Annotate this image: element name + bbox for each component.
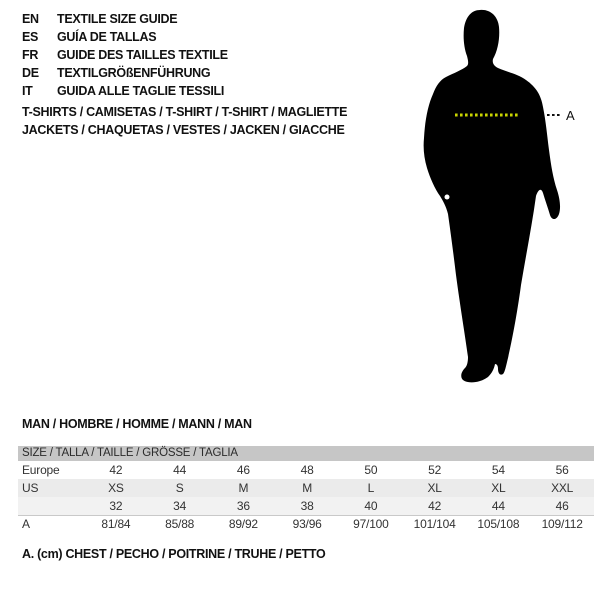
cell: 109/112 bbox=[541, 517, 583, 531]
cell: 50 bbox=[364, 463, 378, 477]
man-silhouette-svg bbox=[410, 0, 600, 400]
cell: 44 bbox=[173, 463, 187, 477]
measure-point-label: A bbox=[566, 108, 575, 123]
category-line-tshirts: T-SHIRTS / CAMISETAS / T-SHIRT / T-SHIRT / MAGLIETTE bbox=[22, 105, 348, 119]
table-row-chest-a bbox=[18, 515, 594, 533]
cell: L bbox=[367, 481, 375, 495]
cell: 34 bbox=[173, 499, 187, 513]
cell: 40 bbox=[364, 499, 378, 513]
cell: XS bbox=[108, 481, 124, 495]
cell: 81/84 bbox=[101, 517, 131, 531]
cell: 56 bbox=[555, 463, 569, 477]
cell: 46 bbox=[236, 463, 250, 477]
cell: 32 bbox=[109, 499, 123, 513]
cell: 54 bbox=[491, 463, 505, 477]
row-label: A bbox=[22, 517, 30, 531]
cell: 46 bbox=[555, 499, 569, 513]
language-code: ES bbox=[22, 30, 39, 44]
cell: 105/108 bbox=[477, 517, 520, 531]
language-label: GUIDA ALLE TAGLIE TESSILI bbox=[57, 84, 225, 98]
language-row bbox=[22, 28, 228, 46]
language-row bbox=[22, 64, 228, 82]
language-row bbox=[22, 82, 228, 100]
language-code: FR bbox=[22, 48, 39, 62]
cell: M bbox=[302, 481, 313, 495]
cell: 42 bbox=[428, 499, 442, 513]
cell: 42 bbox=[109, 463, 123, 477]
cell: 52 bbox=[428, 463, 442, 477]
table-row-europe bbox=[18, 461, 594, 479]
cell: 38 bbox=[300, 499, 314, 513]
man-silhouette-figure bbox=[410, 0, 600, 400]
language-code: IT bbox=[22, 84, 33, 98]
cell: 89/92 bbox=[228, 517, 258, 531]
cell: XL bbox=[427, 481, 442, 495]
cell: M bbox=[238, 481, 249, 495]
row-label: Europe bbox=[22, 463, 60, 477]
language-label: GUÍA DE TALLAS bbox=[57, 30, 157, 44]
row-label bbox=[18, 497, 84, 515]
cell: 48 bbox=[300, 463, 314, 477]
gender-heading: MAN / HOMBRE / HOMME / MANN / MAN bbox=[22, 417, 252, 431]
cell: 44 bbox=[491, 499, 505, 513]
cell: 101/104 bbox=[413, 517, 456, 531]
man-silhouette-path bbox=[424, 10, 560, 382]
cell: 97/100 bbox=[353, 517, 389, 531]
cell: 93/96 bbox=[292, 517, 322, 531]
category-heading bbox=[22, 103, 347, 139]
cell: S bbox=[175, 481, 184, 495]
thumb-notch bbox=[445, 195, 450, 200]
language-label: TEXTILGRÖßENFÜHRUNG bbox=[57, 66, 211, 80]
language-label: GUIDE DES TAILLES TEXTILE bbox=[57, 48, 228, 62]
language-label: TEXTILE SIZE GUIDE bbox=[57, 12, 178, 26]
category-line-jackets: JACKETS / CHAQUETAS / VESTES / JACKEN / GIACCHE bbox=[22, 123, 345, 137]
size-table-header: SIZE / TALLA / TAILLE / GRÖSSE / TAGLIA bbox=[18, 446, 594, 461]
measurement-note: A. (cm) CHEST / PECHO / POITRINE / TRUHE / PETTO bbox=[22, 547, 326, 561]
cell: XXL bbox=[551, 481, 574, 495]
cell: XL bbox=[491, 481, 506, 495]
row-label: US bbox=[22, 481, 39, 495]
language-code: DE bbox=[22, 66, 39, 80]
language-code: EN bbox=[22, 12, 39, 26]
cell: 85/88 bbox=[165, 517, 195, 531]
cell: 36 bbox=[236, 499, 250, 513]
language-row bbox=[22, 10, 228, 28]
table-row-us bbox=[18, 479, 594, 497]
language-list bbox=[22, 10, 228, 100]
table-row-numeric bbox=[18, 497, 594, 515]
language-row bbox=[22, 46, 228, 64]
size-table bbox=[18, 446, 594, 533]
